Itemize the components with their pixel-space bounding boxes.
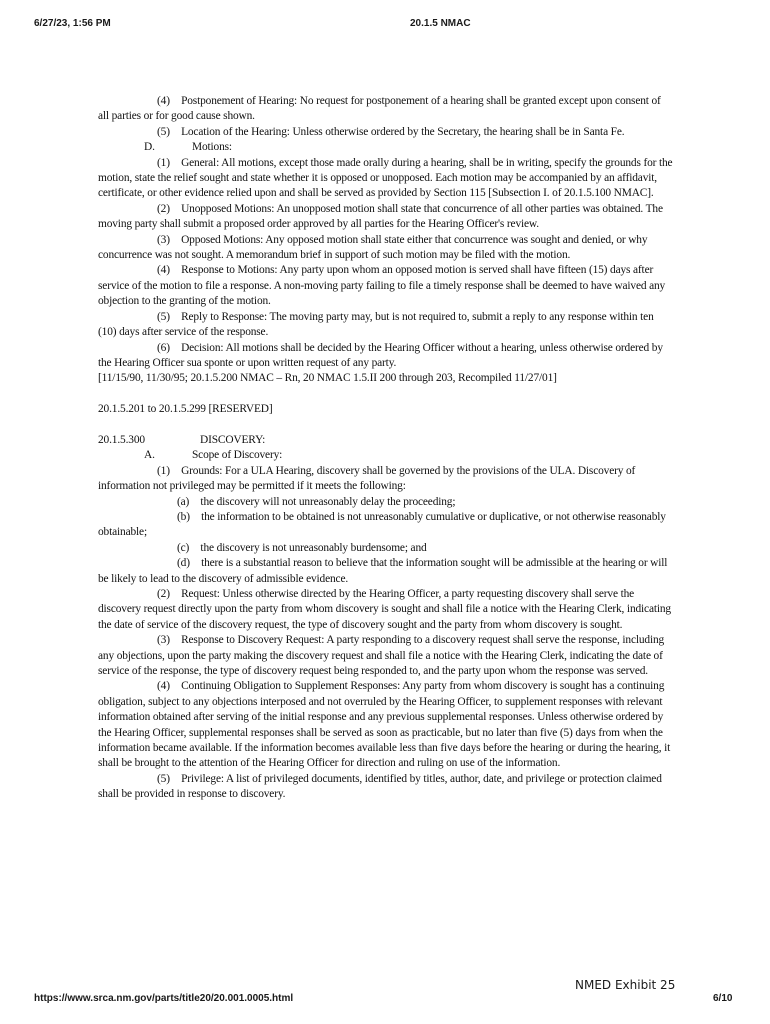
- paragraph-d5: (5) Reply to Response: The moving party may, but is not required to, submit a reply to any response within ten (10) days after service of the response.: [98, 310, 654, 339]
- paragraph-location: (5) Location of the Hearing: Unless otherwise ordered by the Secretary, the hearing shall be in Santa Fe.: [157, 125, 625, 138]
- paragraph-postponement: (4) Postponement of Hearing: No request for postponement of a hearing shall be granted except upon consent of all parties or for good cause shown.: [98, 95, 661, 123]
- paragraph-d6: (6) Decision: All motions shall be decided by the Hearing Officer without a hearing, unless otherwise ordered by the Hearing Officer sua sponte or upon written request of any party.: [98, 341, 663, 369]
- page-number: 6/10: [713, 993, 733, 1004]
- item-a1a: (a) the discovery will not unreasonably delay the proceeding;: [177, 495, 456, 508]
- paragraph-d4: (4) Response to Motions: Any party upon whom an opposed motion is served shall have fifteen (15) days after service of the motion to file a response. A non-moving party failing to file a timely response shall be deemed to have waived any objection to the granting of the motion.: [98, 264, 666, 308]
- document-body: [98, 94, 673, 803]
- history-note: [11/15/90, 11/30/95; 20.1.5.200 NMAC – Rn, 20 NMAC 1.5.II 200 through 203, Recompiled 11/27/01]: [98, 372, 557, 385]
- item-a1c: (c) the discovery is not unreasonably burdensome; and: [177, 541, 427, 554]
- paragraph-a3: (3) Response to Discovery Request: A party responding to a discovery request shall serve the response, including any objections, upon the party making the discovery request and shall file a notice with the Hearing Clerk, indicating the date of service of the response, the type of discovery request being responded to, and the party upon whom the response was served.: [98, 634, 665, 677]
- reserved-note: 20.1.5.201 to 20.1.5.299 [RESERVED]: [98, 403, 273, 416]
- paragraph-a5: (5) Privilege: A list of privileged documents, identified by titles, author, date, and privilege or protection claimed shall be provided in response to discovery.: [98, 772, 662, 801]
- print-title: 20.1.5 NMAC: [410, 18, 471, 29]
- paragraph-d1: (1) General: All motions, except those made orally during a hearing, shall be in writing, specify the grounds for the motion, state the relief sought and state whether it is opposed or unopposed. Each motion may be accompanied by an affidavit, certificate, or other evidence relied upon and shall be served as provided by Section 115 [Subsection I. of 20.1.5.100 NMAC].: [98, 156, 673, 200]
- section-300-title: DISCOVERY:: [200, 433, 266, 446]
- section-300-number: 20.1.5.300: [98, 433, 145, 446]
- source-url: https://www.srca.nm.gov/parts/title20/20.001.0005.html: [34, 993, 294, 1004]
- paragraph-a4: (4) Continuing Obligation to Supplement Responses: Any party from whom discovery is sought has a continuing obligation, subject to any objections interposed and not overruled by the Hearing Officer, to supplement responses with relevant information obtained after serving of the initial response and any previous supplemental responses. Unless otherwise ordered by the Hearing Officer, supplemental responses shall be served as soon as practicable, but no later than five (5) days from when the information became available. If the information becomes available less than five days before the hearing or during the hearing, it shall be brought to the attention of the Hearing Officer for direction and ruling on use of the information.: [98, 680, 671, 770]
- exhibit-label: NMED Exhibit 25: [575, 978, 676, 992]
- item-a1d: (d) there is a substantial reason to believe that the information sought will be admissible at the hearing or will be likely to lead to the discovery of admissible evidence.: [98, 557, 668, 585]
- subsection-a-heading: [98, 448, 673, 463]
- subsection-d-title: Motions:: [192, 141, 232, 154]
- subsection-d-letter: D.: [144, 141, 155, 154]
- paragraph-a1: (1) Grounds: For a ULA Hearing, discovery shall be governed by the provisions of the ULA. Discovery of information not privileged may be permitted if it meets the following:: [98, 464, 636, 493]
- print-datetime: 6/27/23, 1:56 PM: [34, 18, 111, 29]
- paragraph-a2: (2) Request: Unless otherwise directed by the Hearing Officer, a party requesting discovery shall serve the discovery request directly upon the party from whom discovery is sought and shall file a notice with the Hearing Clerk, indicating the date of service of the discovery request, the type of discovery sought and the party from whom discovery is sought.: [98, 587, 671, 631]
- paragraph-d2: (2) Unopposed Motions: An unopposed motion shall state that concurrence of all other parties was obtained. The moving party shall submit a proposed order approved by all parties for the Hearing Officer's review.: [98, 202, 663, 231]
- paragraph-d3: (3) Opposed Motions: Any opposed motion shall state either that concurrence was sought and denied, or why concurrence was not sought. A memorandum brief in support of such motion may be filed with the motion.: [98, 233, 648, 262]
- subsection-a-title: Scope of Discovery:: [192, 449, 283, 462]
- subsection-d-heading: [98, 140, 673, 155]
- subsection-a-letter: A.: [144, 449, 155, 462]
- section-300-heading: [98, 433, 673, 448]
- item-a1b: (b) the information to be obtained is not unreasonably cumulative or duplicative, or not otherwise reasonably obtainable;: [98, 510, 666, 539]
